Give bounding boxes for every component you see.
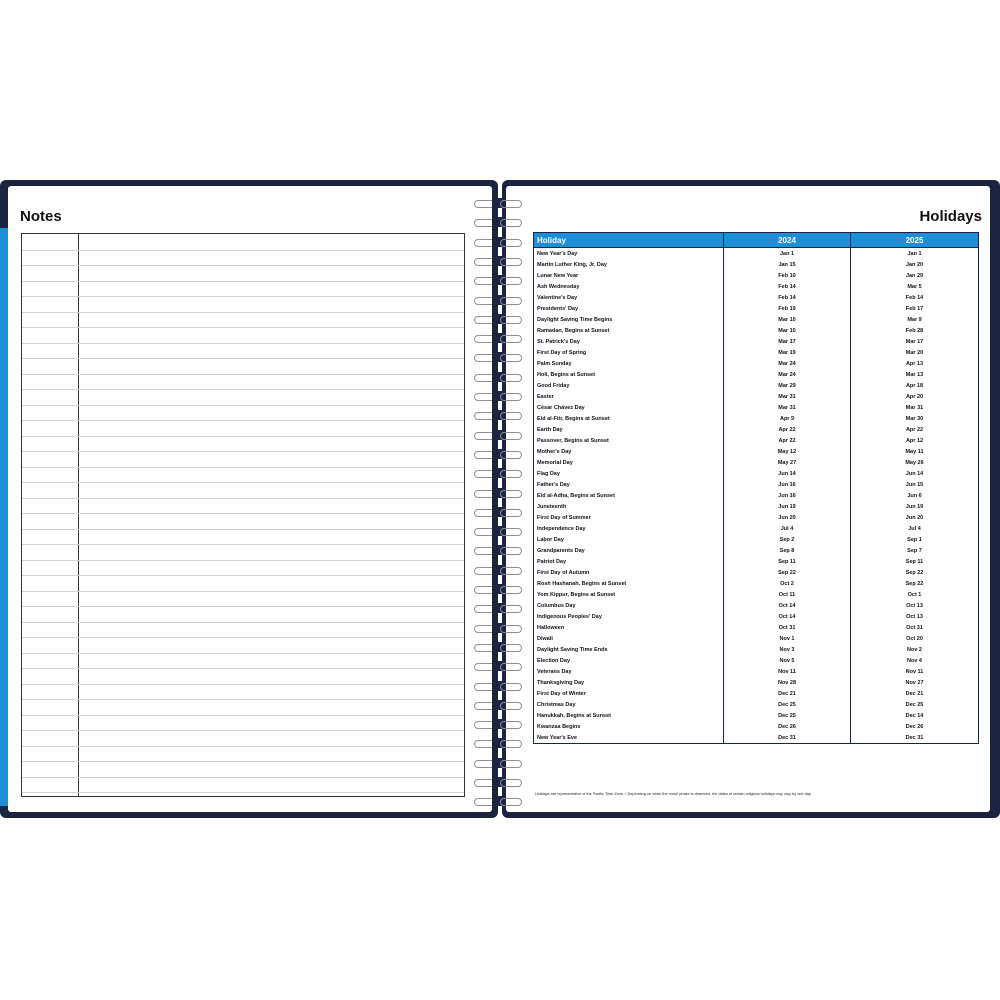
holiday-name-cell: Flag Day [534, 468, 724, 479]
table-row [534, 677, 979, 688]
date-2024-cell: Oct 31 [724, 622, 851, 633]
date-2024-cell: Feb 19 [724, 303, 851, 314]
notes-title: Notes [20, 208, 62, 225]
date-2025-cell: Jun 20 [851, 512, 979, 523]
notes-rule-line [22, 498, 464, 499]
spiral-coil [474, 603, 522, 613]
holiday-name-cell: Lunar New Year [534, 270, 724, 281]
holiday-name-cell: Holi, Begins at Sunset [534, 369, 724, 380]
date-2024-cell: Jul 4 [724, 523, 851, 534]
table-row [534, 545, 979, 556]
notes-rule-line [22, 544, 464, 545]
date-2024-cell: Feb 10 [724, 270, 851, 281]
holiday-name-cell: Father's Day [534, 479, 724, 490]
holiday-name-cell: César Chávez Day [534, 402, 724, 413]
holiday-name-cell: Presidents' Day [534, 303, 724, 314]
holiday-name-cell: Independence Day [534, 523, 724, 534]
holiday-name-cell: First Day of Spring [534, 347, 724, 358]
notes-rule-line [22, 358, 464, 359]
table-row [534, 600, 979, 611]
notes-rule-line [22, 792, 464, 793]
table-row [534, 567, 979, 578]
spiral-coil [474, 488, 522, 498]
table-row [534, 369, 979, 380]
spiral-coil [474, 623, 522, 633]
date-2024-cell: Mar 24 [724, 358, 851, 369]
date-2024-cell: Nov 5 [724, 655, 851, 666]
holiday-name-cell: Daylight Saving Time Begins [534, 314, 724, 325]
date-2025-cell: Nov 11 [851, 666, 979, 677]
date-2024-cell: Apr 9 [724, 413, 851, 424]
table-row [534, 490, 979, 501]
date-2025-cell: Sep 22 [851, 578, 979, 589]
spiral-coil [474, 565, 522, 575]
date-2024-cell: Sep 22 [724, 567, 851, 578]
notes-rule-line [22, 513, 464, 514]
table-row [534, 710, 979, 721]
holiday-name-cell: Thanksgiving Day [534, 677, 724, 688]
table-row [534, 633, 979, 644]
date-2024-cell: Dec 31 [724, 732, 851, 744]
table-row [534, 248, 979, 260]
spiral-coil [474, 314, 522, 324]
date-2024-cell: Mar 29 [724, 380, 851, 391]
spiral-coil [474, 217, 522, 227]
date-2024-cell: Dec 25 [724, 710, 851, 721]
table-row [534, 292, 979, 303]
date-2024-cell: Oct 2 [724, 578, 851, 589]
column-header-holiday: Holiday [534, 233, 724, 248]
holiday-name-cell: Daylight Saving Time Ends [534, 644, 724, 655]
date-2025-cell: Dec 21 [851, 688, 979, 699]
spiral-binding [470, 190, 526, 810]
table-row [534, 688, 979, 699]
holiday-name-cell: Valentine's Day [534, 292, 724, 303]
spiral-coil [474, 700, 522, 710]
holiday-name-cell: Labor Day [534, 534, 724, 545]
holiday-name-cell: Hanukkah, Begins at Sunset [534, 710, 724, 721]
spiral-coil [474, 526, 522, 536]
holiday-name-cell: Veterans Day [534, 666, 724, 677]
notes-rule-line [22, 591, 464, 592]
holiday-name-cell: Palm Sunday [534, 358, 724, 369]
notes-rule-line [22, 482, 464, 483]
notes-rule-line [22, 374, 464, 375]
notes-rule-line [22, 451, 464, 452]
spiral-coil [474, 719, 522, 729]
date-2024-cell: Oct 14 [724, 611, 851, 622]
date-2025-cell: Apr 18 [851, 380, 979, 391]
date-2024-cell: Mar 17 [724, 336, 851, 347]
holiday-name-cell: Yom Kippur, Begins at Sunset [534, 589, 724, 600]
date-2024-cell: Jan 1 [724, 248, 851, 260]
notes-rule-line [22, 575, 464, 576]
holiday-name-cell: Passover, Begins at Sunset [534, 435, 724, 446]
date-2025-cell: Jan 29 [851, 270, 979, 281]
notes-rule-line [22, 529, 464, 530]
notes-rule-line [22, 296, 464, 297]
date-2024-cell: Jun 19 [724, 501, 851, 512]
notes-rule-line [22, 699, 464, 700]
holiday-name-cell: Christmas Day [534, 699, 724, 710]
date-2024-cell: Dec 26 [724, 721, 851, 732]
table-row [534, 578, 979, 589]
date-2024-cell: Mar 10 [724, 325, 851, 336]
date-2024-cell: Nov 3 [724, 644, 851, 655]
date-2024-cell: Jun 14 [724, 468, 851, 479]
notes-rule-line [22, 746, 464, 747]
spiral-coil [474, 449, 522, 459]
notes-rule-line [22, 327, 464, 328]
table-row [534, 435, 979, 446]
date-2025-cell: Oct 1 [851, 589, 979, 600]
date-2025-cell: Oct 13 [851, 600, 979, 611]
table-row [534, 589, 979, 600]
holiday-name-cell: Earth Day [534, 424, 724, 435]
notes-rule-line [22, 312, 464, 313]
date-2025-cell: Mar 30 [851, 413, 979, 424]
notes-rule-line [22, 420, 464, 421]
table-row [534, 655, 979, 666]
table-row [534, 380, 979, 391]
date-2024-cell: Dec 21 [724, 688, 851, 699]
date-2025-cell: Feb 28 [851, 325, 979, 336]
spiral-coil [474, 237, 522, 247]
date-2025-cell: Sep 22 [851, 567, 979, 578]
holiday-name-cell: Eid al-Adha, Begins at Sunset [534, 490, 724, 501]
date-2024-cell: Jun 20 [724, 512, 851, 523]
notes-rule-line [22, 250, 464, 251]
notes-rule-line [22, 715, 464, 716]
date-2025-cell: Mar 13 [851, 369, 979, 380]
spiral-coil [474, 430, 522, 440]
date-2024-cell: Nov 11 [724, 666, 851, 677]
notes-rule-line [22, 730, 464, 731]
holiday-name-cell: New Year's Day [534, 248, 724, 260]
date-2025-cell: Apr 20 [851, 391, 979, 402]
table-row [534, 666, 979, 677]
date-2024-cell: Jan 15 [724, 259, 851, 270]
holiday-name-cell: Election Day [534, 655, 724, 666]
spiral-coil [474, 796, 522, 806]
notes-rule-line [22, 761, 464, 762]
notes-rule-line [22, 389, 464, 390]
date-2025-cell: Dec 25 [851, 699, 979, 710]
date-2024-cell: Sep 11 [724, 556, 851, 567]
notes-rule-line [22, 606, 464, 607]
spiral-coil [474, 372, 522, 382]
notes-rule-line [22, 637, 464, 638]
holiday-name-cell: Martin Luther King, Jr. Day [534, 259, 724, 270]
table-row [534, 512, 979, 523]
date-2024-cell: Nov 28 [724, 677, 851, 688]
date-2025-cell: Mar 20 [851, 347, 979, 358]
date-2024-cell: Mar 19 [724, 347, 851, 358]
date-2024-cell: Apr 22 [724, 424, 851, 435]
date-2024-cell: Feb 14 [724, 281, 851, 292]
notes-rule-line [22, 436, 464, 437]
holidays-footnote: Holidays are representative of the Pacific Time Zone. • Depending on when the moon phase is observed, the dates of certain religious holidays may vary by one day. [535, 792, 812, 796]
spiral-coil [474, 275, 522, 285]
date-2024-cell: May 12 [724, 446, 851, 457]
holiday-name-cell: St. Patrick's Day [534, 336, 724, 347]
date-2025-cell: Nov 2 [851, 644, 979, 655]
table-row [534, 259, 979, 270]
column-header-2025: 2025 [851, 233, 979, 248]
spiral-coil [474, 642, 522, 652]
table-row [534, 358, 979, 369]
date-2025-cell: Mar 17 [851, 336, 979, 347]
table-row [534, 281, 979, 292]
holiday-name-cell: Juneteenth [534, 501, 724, 512]
date-2025-cell: Nov 27 [851, 677, 979, 688]
holiday-name-cell: Mother's Day [534, 446, 724, 457]
table-row [534, 336, 979, 347]
holiday-name-cell: Halloween [534, 622, 724, 633]
date-2025-cell: May 26 [851, 457, 979, 468]
date-2025-cell: Jan 1 [851, 248, 979, 260]
spiral-coil [474, 198, 522, 208]
notes-margin-line [78, 234, 79, 796]
notes-rule-line [22, 684, 464, 685]
table-row [534, 270, 979, 281]
date-2024-cell: Dec 25 [724, 699, 851, 710]
spiral-coil [474, 333, 522, 343]
notes-rule-line [22, 653, 464, 654]
notes-rule-line [22, 405, 464, 406]
notes-rule-line [22, 343, 464, 344]
table-row [534, 534, 979, 545]
table-row [534, 644, 979, 655]
notes-rule-line [22, 467, 464, 468]
table-row [534, 501, 979, 512]
notes-rule-line [22, 281, 464, 282]
holiday-name-cell: Eid al-Fitr, Begins at Sunset [534, 413, 724, 424]
notes-rule-line [22, 622, 464, 623]
holiday-name-cell: First Day of Winter [534, 688, 724, 699]
holiday-name-cell: Patriot Day [534, 556, 724, 567]
table-row [534, 402, 979, 413]
date-2025-cell: Jun 14 [851, 468, 979, 479]
table-row [534, 721, 979, 732]
date-2025-cell: Oct 13 [851, 611, 979, 622]
date-2024-cell: May 27 [724, 457, 851, 468]
date-2024-cell: Feb 14 [724, 292, 851, 303]
holiday-name-cell: Good Friday [534, 380, 724, 391]
date-2025-cell: Sep 11 [851, 556, 979, 567]
holiday-name-cell: New Year's Eve [534, 732, 724, 744]
table-row [534, 611, 979, 622]
date-2025-cell: Apr 12 [851, 435, 979, 446]
table-row [534, 314, 979, 325]
date-2025-cell: Feb 17 [851, 303, 979, 314]
holiday-table-header [534, 233, 979, 248]
spiral-coil [474, 256, 522, 266]
date-2024-cell: Mar 31 [724, 402, 851, 413]
date-2025-cell: Oct 31 [851, 622, 979, 633]
holiday-name-cell: First Day of Autumn [534, 567, 724, 578]
holiday-name-cell: Ramadan, Begins at Sunset [534, 325, 724, 336]
holidays-page [506, 186, 990, 812]
table-row [534, 622, 979, 633]
date-2025-cell: Jun 6 [851, 490, 979, 501]
date-2025-cell: Feb 14 [851, 292, 979, 303]
table-row [534, 699, 979, 710]
notes-page [8, 186, 492, 812]
table-row [534, 424, 979, 435]
date-2025-cell: Oct 20 [851, 633, 979, 644]
spiral-coil [474, 661, 522, 671]
spiral-coil [474, 391, 522, 401]
holiday-name-cell: Columbus Day [534, 600, 724, 611]
notes-rule-line [22, 777, 464, 778]
holiday-name-cell: Ash Wednesday [534, 281, 724, 292]
holiday-name-cell: Grandparents Day [534, 545, 724, 556]
date-2025-cell: Mar 9 [851, 314, 979, 325]
date-2024-cell: Mar 10 [724, 314, 851, 325]
date-2025-cell: Sep 1 [851, 534, 979, 545]
table-row [534, 391, 979, 402]
spiral-coil [474, 777, 522, 787]
notes-rule-line [22, 265, 464, 266]
holiday-name-cell: Diwali [534, 633, 724, 644]
spiral-coil [474, 507, 522, 517]
holiday-name-cell: First Day of Summer [534, 512, 724, 523]
date-2024-cell: Sep 2 [724, 534, 851, 545]
date-2025-cell: Dec 26 [851, 721, 979, 732]
table-row [534, 523, 979, 534]
date-2025-cell: Nov 4 [851, 655, 979, 666]
holiday-name-cell: Easter [534, 391, 724, 402]
spiral-coil [474, 758, 522, 768]
date-2024-cell: Mar 24 [724, 369, 851, 380]
date-2024-cell: Nov 1 [724, 633, 851, 644]
date-2024-cell: Apr 22 [724, 435, 851, 446]
notes-rule-line [22, 560, 464, 561]
date-2025-cell: Jun 19 [851, 501, 979, 512]
holiday-name-cell: Memorial Day [534, 457, 724, 468]
table-row [534, 457, 979, 468]
spiral-coil [474, 295, 522, 305]
date-2025-cell: Sep 7 [851, 545, 979, 556]
date-2024-cell: Sep 8 [724, 545, 851, 556]
spiral-coil [474, 468, 522, 478]
date-2025-cell: Jan 20 [851, 259, 979, 270]
notes-rule-line [22, 668, 464, 669]
holidays-title: Holidays [919, 208, 982, 225]
holiday-name-cell: Rosh Hashanah, Begins at Sunset [534, 578, 724, 589]
table-row [534, 556, 979, 567]
date-2024-cell: Oct 14 [724, 600, 851, 611]
spiral-coil [474, 545, 522, 555]
spiral-coil [474, 738, 522, 748]
table-row [534, 347, 979, 358]
table-row [534, 303, 979, 314]
date-2024-cell: Jun 16 [724, 479, 851, 490]
holiday-name-cell: Indigenous Peoples' Day [534, 611, 724, 622]
date-2024-cell: Jun 16 [724, 490, 851, 501]
date-2025-cell: Jun 15 [851, 479, 979, 490]
spiral-coil [474, 410, 522, 420]
table-row [534, 325, 979, 336]
spiral-coil [474, 681, 522, 691]
date-2024-cell: Mar 31 [724, 391, 851, 402]
column-header-2024: 2024 [724, 233, 851, 248]
date-2025-cell: Jul 4 [851, 523, 979, 534]
table-row [534, 732, 979, 744]
table-row [534, 479, 979, 490]
date-2024-cell: Oct 11 [724, 589, 851, 600]
spiral-coil [474, 352, 522, 362]
table-row [534, 446, 979, 457]
date-2025-cell: Dec 31 [851, 732, 979, 744]
date-2025-cell: Mar 5 [851, 281, 979, 292]
spiral-coil [474, 584, 522, 594]
holiday-name-cell: Kwanzaa Begins [534, 721, 724, 732]
table-row [534, 468, 979, 479]
notes-lined-area[interactable] [21, 233, 465, 797]
holiday-table [533, 232, 979, 744]
date-2025-cell: May 11 [851, 446, 979, 457]
date-2025-cell: Apr 13 [851, 358, 979, 369]
date-2025-cell: Dec 14 [851, 710, 979, 721]
table-row [534, 413, 979, 424]
date-2025-cell: Mar 31 [851, 402, 979, 413]
date-2025-cell: Apr 22 [851, 424, 979, 435]
